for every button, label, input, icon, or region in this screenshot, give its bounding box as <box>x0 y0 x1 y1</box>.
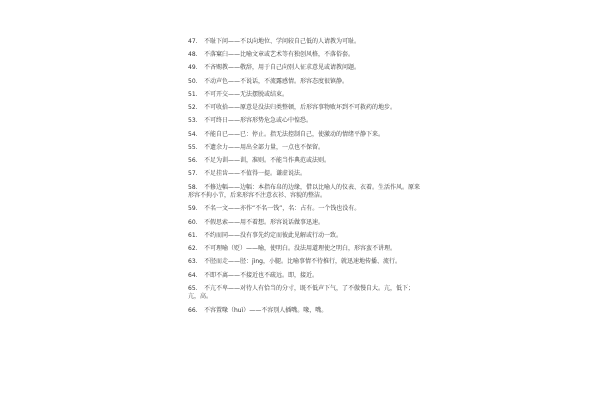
entry-number: 54. <box>188 130 198 138</box>
list-item <box>188 157 420 166</box>
entry-text: 不动声色——不说话，不流露感情。形容态度很镇静。 <box>204 77 349 85</box>
list-item <box>188 51 420 60</box>
entry-text: 不可理喻（贬）——喻，使明白。没法用道理使之明白，形容蛮不讲理。 <box>204 245 397 253</box>
entry-number: 48. <box>188 51 198 59</box>
entry-number: 58. <box>188 183 198 191</box>
entry-text: 不遗余力——用出全部力量，一点也不保留。 <box>204 143 325 151</box>
list-item <box>188 285 420 302</box>
entry-text: 不可开交——无法摆脱或结束。 <box>204 90 289 98</box>
entry-text: 不约而同——没有事先约定而彼此见解或行动一致。 <box>204 231 343 239</box>
entry-number: 59. <box>188 205 198 213</box>
entry-text: 不可收拾——原意是没法归类整顿，后形容事物败坏到不可救药的地步。 <box>204 104 397 112</box>
list-item <box>188 64 420 73</box>
list-item <box>188 91 420 100</box>
list-item <box>188 245 420 254</box>
list-item <box>188 104 420 113</box>
list-item <box>188 38 420 47</box>
entry-text: 不容置喙（huì）——不容别人插嘴。喙，嘴。 <box>204 306 328 314</box>
entry-text: 不修边幅——边幅：本指布帛的边缘，借以比喻人的仪表、衣着。生活作风。原来形容不拘小节，后来形容不注意衣衫、容貌的整洁。 <box>188 183 421 200</box>
entry-text: 不亢不卑——对待人有恰当的分寸，既不低声下气，了不傲慢自大。亢，低下；亢，高。 <box>188 284 415 301</box>
list-item <box>188 232 420 241</box>
entry-text: 不胫而走——胫：jìng，小腿。比喻事情不待推行，就迅速地传播、流行。 <box>204 258 401 266</box>
entry-text: 不名一文——亦作“不名一钱”，名：占有。一个钱也没有。 <box>204 205 361 213</box>
list-item <box>188 258 420 267</box>
idiom-list <box>188 38 420 320</box>
entry-number: 61. <box>188 231 198 239</box>
entry-number: 53. <box>188 117 198 125</box>
entry-text: 不即不离——不接近也不疏远。即，接近。 <box>204 271 319 279</box>
entry-number: 63. <box>188 258 198 266</box>
list-item <box>188 117 420 126</box>
entry-text: 不假思索——用不着想。形容说话做事迅速。 <box>204 218 325 226</box>
entry-number: 52. <box>188 104 198 112</box>
list-item <box>188 170 420 179</box>
entry-text: 不能自已——已：停止。指无法控制自己，使激动的情绪平静下来。 <box>204 130 385 138</box>
list-item <box>188 219 420 228</box>
entry-number: 65. <box>188 284 198 292</box>
entry-number: 49. <box>188 64 198 72</box>
entry-number: 51. <box>188 90 198 98</box>
list-item <box>188 272 420 281</box>
entry-text: 不足挂齿——不值得一提。谦虚说法。 <box>204 170 307 178</box>
entry-text: 不吝赐教——敬辞，用于自己向别人征求意见或请教问题。 <box>204 64 361 72</box>
entry-text: 不可终日——形容形势危急或心中惶恐。 <box>204 117 313 125</box>
entry-number: 60. <box>188 218 198 226</box>
list-item <box>188 307 420 316</box>
list-item <box>188 184 420 201</box>
entry-number: 56. <box>188 157 198 165</box>
list-item <box>188 131 420 140</box>
list-item <box>188 144 420 153</box>
entry-number: 66. <box>188 306 198 314</box>
list-item <box>188 78 420 87</box>
entry-number: 62. <box>188 245 198 253</box>
entry-text: 不落窠臼——比喻文章或艺术等有独创风格，不落俗套。 <box>204 51 355 59</box>
entry-number: 47. <box>188 38 198 45</box>
entry-number: 55. <box>188 143 198 151</box>
entry-text: 不耻下问——不以向地位、学问较自己低的人请教为可耻。 <box>204 38 361 45</box>
list-item <box>188 205 420 214</box>
entry-number: 57. <box>188 170 198 178</box>
entry-number: 64. <box>188 271 198 279</box>
entry-text: 不足为训——训，准则。不能当作典范或法则。 <box>204 157 331 165</box>
entry-number: 50. <box>188 77 198 85</box>
